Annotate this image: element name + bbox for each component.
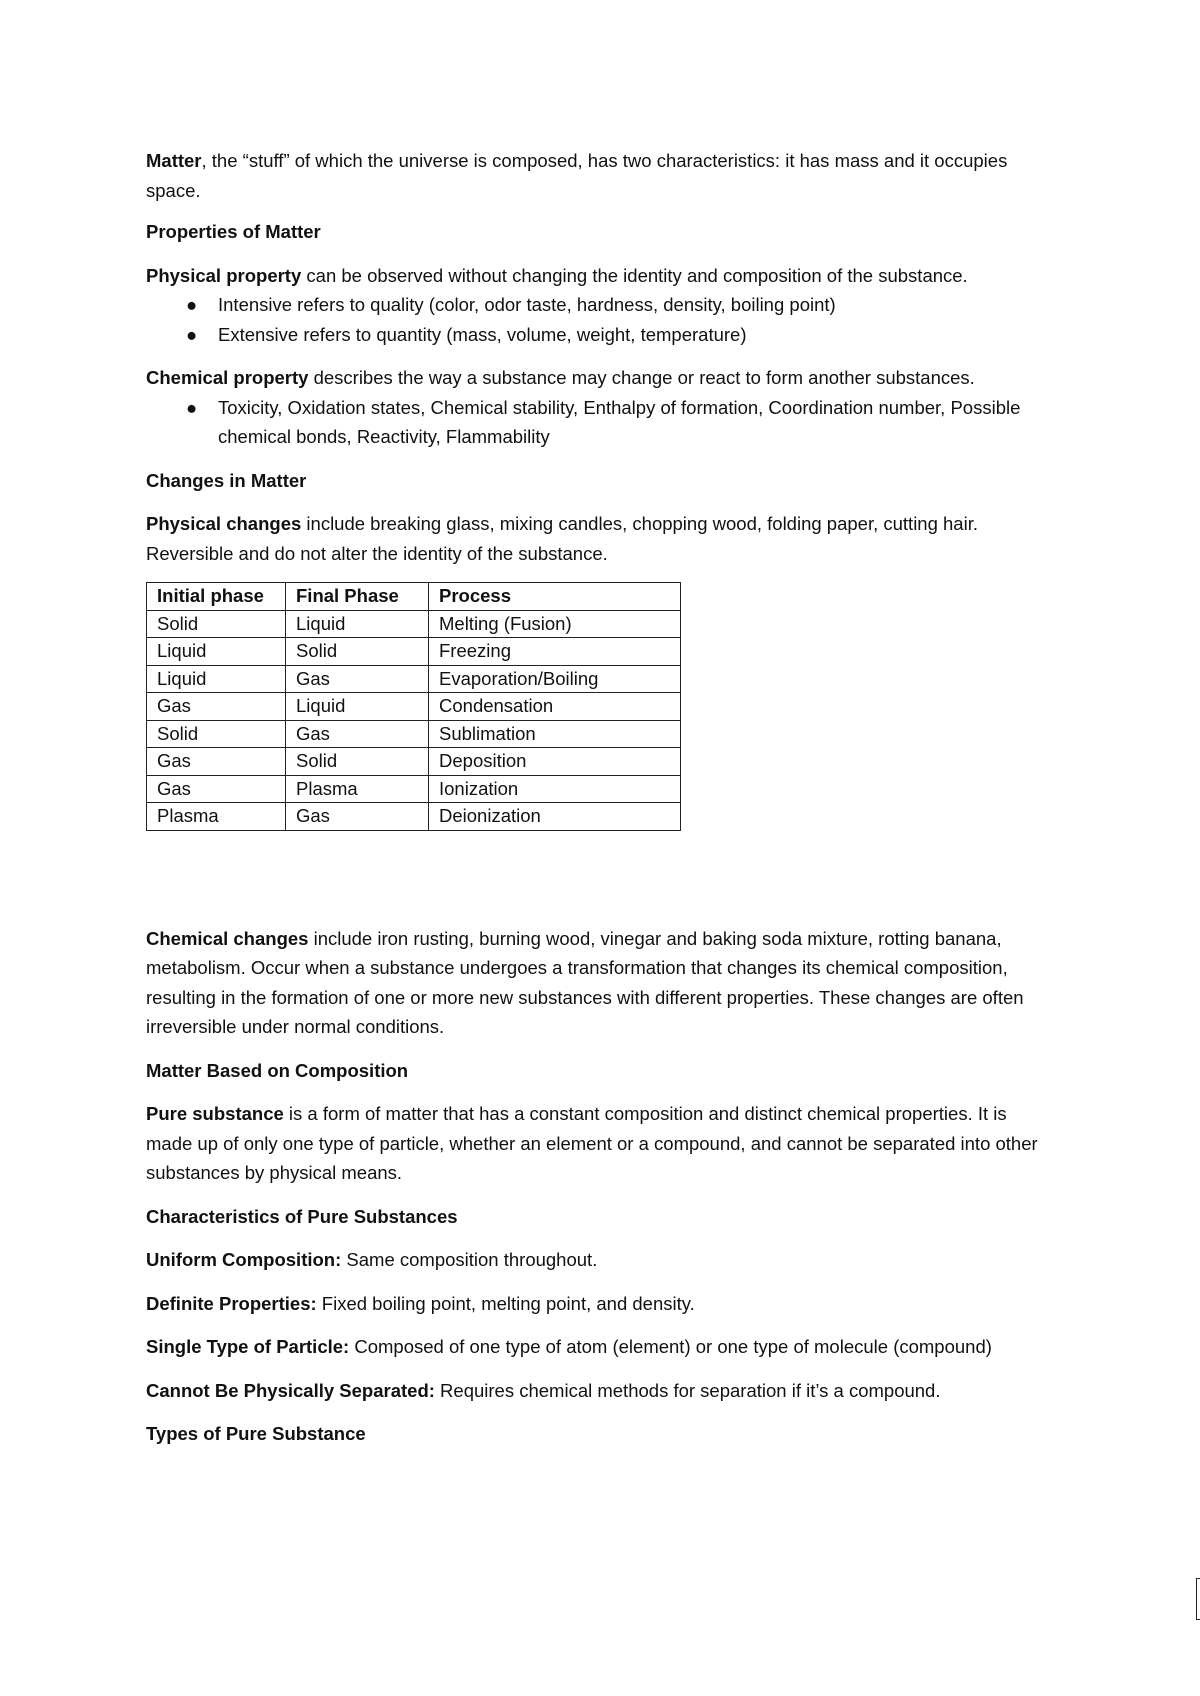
physical-changes-text: include breaking glass, mixing candles, chopping wood, folding paper, cutting hair. Reversible and do not alter the identity of the substance. <box>146 513 978 564</box>
table-cell: Freezing <box>429 638 681 666</box>
list-item: ● Toxicity, Oxidation states, Chemical stability, Enthalpy of formation, Coordination number, Possible chemical bonds, Reactivity, Flammability <box>146 393 1046 452</box>
pure-substance-term: Pure substance <box>146 1103 284 1124</box>
chemical-property-paragraph <box>146 363 1046 393</box>
physical-changes-paragraph <box>146 509 1046 568</box>
page-edge-bracket <box>1196 1578 1200 1620</box>
list-item: ● Extensive refers to quantity (mass, volume, weight, temperature) <box>146 320 1046 350</box>
characteristic-text: Fixed boiling point, melting point, and density. <box>316 1292 695 1314</box>
table-cell: Ionization <box>429 775 681 803</box>
table-cell: Liquid <box>286 693 429 721</box>
chemical-property-list <box>146 393 1046 452</box>
heading-characteristics: Characteristics of Pure Substances <box>146 1205 458 1227</box>
table-cell: Evaporation/Boiling <box>429 665 681 693</box>
heading-composition: Matter Based on Composition <box>146 1059 409 1081</box>
table-cell: Liquid <box>147 665 286 693</box>
table-cell: Liquid <box>286 610 429 638</box>
table-cell: Gas <box>286 720 429 748</box>
table-row <box>147 610 681 638</box>
table-cell: Liquid <box>147 638 286 666</box>
table-cell: Solid <box>147 720 286 748</box>
chemical-changes-term: Chemical changes <box>146 927 309 949</box>
table-cell: Gas <box>286 665 429 693</box>
table-row <box>147 748 681 776</box>
characteristic-term: Definite Properties: <box>146 1292 317 1314</box>
table-cell: Plasma <box>286 775 429 803</box>
characteristic-term: Uniform Composition: <box>146 1249 342 1270</box>
table-cell: Melting (Fusion) <box>429 610 681 638</box>
table-cell: Solid <box>286 638 429 666</box>
bullet-icon: ● <box>186 323 198 345</box>
characteristic-term: Cannot Be Physically Separated: <box>146 1379 435 1401</box>
physical-property-text: can be observed without changing the identity and composition of the substance. <box>301 264 968 286</box>
physical-property-paragraph <box>146 261 1046 291</box>
physical-changes-term: Physical changes <box>146 513 302 534</box>
table-row <box>147 720 681 748</box>
table-cell: Deposition <box>429 748 681 776</box>
table-cell: Plasma <box>147 803 286 831</box>
document-page <box>146 146 1046 1449</box>
table-header-cell: Initial phase <box>147 583 286 611</box>
characteristic-item <box>146 1376 1046 1406</box>
table-row <box>147 638 681 666</box>
characteristic-item <box>146 1245 1046 1275</box>
chemical-property-term: Chemical property <box>146 367 309 388</box>
table-cell: Deionization <box>429 803 681 831</box>
heading-properties: Properties of Matter <box>146 221 321 242</box>
table-row <box>147 803 681 831</box>
table-cell: Gas <box>147 775 286 803</box>
characteristic-text: Composed of one type of atom (element) or one type of molecule (compound) <box>349 1336 992 1357</box>
table-header-row <box>147 583 681 611</box>
phase-change-table <box>146 582 681 831</box>
characteristic-term: Single Type of Particle: <box>146 1336 350 1357</box>
intro-text: , the “stuff” of which the universe is composed, has two characteristics: it has mass and it occupies space. <box>146 150 1008 201</box>
pure-substance-text: is a form of matter that has a constant composition and distinct chemical properties. It is made up of only one type of particle, whether an element or a compound, and cannot be separated into other substances by physical means. <box>146 1103 1038 1183</box>
intro-paragraph <box>146 146 1046 205</box>
physical-property-term: Physical property <box>146 264 302 286</box>
intro-term: Matter <box>146 150 202 171</box>
table-cell: Condensation <box>429 693 681 721</box>
table-row <box>147 775 681 803</box>
table-row <box>147 665 681 693</box>
bullet-icon: ● <box>186 294 198 315</box>
table-header-cell: Process <box>429 583 681 611</box>
table-row <box>147 693 681 721</box>
table-cell: Gas <box>147 748 286 776</box>
characteristic-text: Same composition throughout. <box>341 1249 598 1270</box>
table-header-cell: Final Phase <box>286 583 429 611</box>
table-cell: Solid <box>147 610 286 638</box>
chemical-changes-paragraph <box>146 924 1046 1042</box>
characteristic-item <box>146 1332 1046 1362</box>
chemical-changes-text: include iron rusting, burning wood, vinegar and baking soda mixture, rotting banana, metabolism. Occur when a substance undergoes a transformation that changes its chemical composition, resulting in the formation of one or more new substances with different properties. These changes are often irreversible under normal conditions. <box>146 927 1024 1037</box>
list-item: ● Intensive refers to quality (color, odor taste, hardness, density, boiling point) <box>146 290 1046 320</box>
table-cell: Solid <box>286 748 429 776</box>
heading-types: Types of Pure Substance <box>146 1423 366 1444</box>
table-cell: Sublimation <box>429 720 681 748</box>
characteristic-item <box>146 1289 1046 1319</box>
physical-property-list <box>146 290 1046 349</box>
table-cell: Gas <box>147 693 286 721</box>
characteristic-text: Requires chemical methods for separation if it’s a compound. <box>434 1379 941 1401</box>
heading-changes: Changes in Matter <box>146 469 307 491</box>
pure-substance-paragraph <box>146 1099 1046 1188</box>
table-cell: Gas <box>286 803 429 831</box>
bullet-icon: ● <box>186 396 198 418</box>
chemical-property-text: describes the way a substance may change or react to form another substances. <box>308 367 975 388</box>
